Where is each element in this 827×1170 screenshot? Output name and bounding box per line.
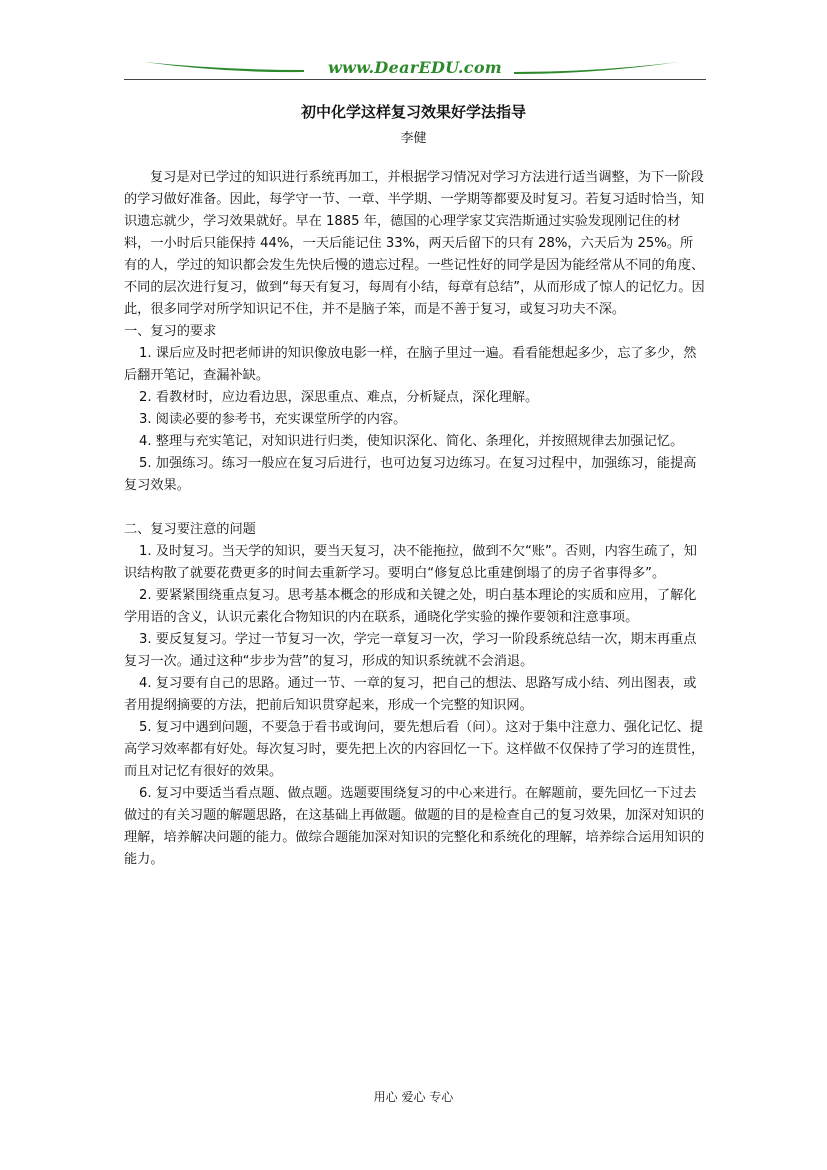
list-item: 3. 要反复复习。学过一节复习一次，学完一章复习一次，学习一阶段系统总结一次，期末再重点复习一次。通过这种“步步为营”的复习，形成的知识系统就不会消退。 <box>124 632 697 669</box>
page-footer: 用心 爱心 专心 <box>373 1090 454 1104</box>
list-item: 1. 课后应及时把老师讲的知识像放电影一样，在脑子里过一遍。看看能想起多少，忘了多少，然后翻开笔记，查漏补缺。 <box>124 346 697 383</box>
page-title: 初中化学这样复习效果好学法指导 <box>300 103 526 121</box>
author-name: 李健 <box>400 131 427 146</box>
intro-paragraph: 复习是对已学过的知识进行系统再加工，并根据学习情况对学习方法进行适当调整，为下一阶段的学习做好准备。因此，每学守一节、一章、半学期、一学期等都要及时复习。若复习适时恰当，知识遗忘就少，学习效果就好。早在 1885 年，德国的心理学家艾宾浩斯通过实验发现刚记住的材料，一小时后只能保持 44%，一天后能记住 33%，两天后留下的只有 28%，六天后为 25%。所有的人，学过的知识都会发生先快后慢的遗忘过程。一些记性好的同学是因为能经常从不同的角度、不同的层次进行复习，做到“每天有复习，每周有小结，每章有总结”，从而形成了惊人的记忆力。因此，很多同学对所学知识记不住，并不是脑子笨，而是不善于复习，或复习功夫不深。 <box>124 170 705 317</box>
site-logo: www.DearEDU.com <box>327 58 503 77</box>
section-spacer <box>124 497 706 519</box>
list-item: 2. 看教材时，应边看边思，深思重点、难点，分析疑点，深化理解。 <box>139 390 539 405</box>
list-item: 5. 复习中遇到问题，不要急于看书或询问，要先想后看（问）。这对于集中注意力、强化记忆、提高学习效率都有好处。每次复习时，要先把上次的内容回忆一下。这样做不仅保持了学习的连贯性，而且对记忆有很好的效果。 <box>124 720 705 779</box>
section-heading: 二、复习要注意的问题 <box>124 522 256 537</box>
list-item: 2. 要紧紧围绕重点复习。思考基本概念的形成和关键之处，明白基本理论的实质和应用，了解化学用语的含义，认识元素化合物知识的内在联系，通晓化学实验的操作要领和注意事项。 <box>124 588 697 625</box>
article-body <box>124 167 706 871</box>
list-item: 4. 整理与充实笔记，对知识进行归类，使知识深化、简化、条理化，并按照规律去加强记忆。 <box>139 434 684 449</box>
list-item: 1. 及时复习。当天学的知识，要当天复习，决不能拖拉，做到不欠“账”。否则，内容生疏了，知识结构散了就要花费更多的时间去重新学习。要明白“修复总比重建倒塌了的房子省事得多”。 <box>124 544 697 581</box>
list-item: 5. 加强练习。练习一般应在复习后进行，也可边复习边练习。在复习过程中，加强练习，能提高复习效果。 <box>124 456 697 493</box>
site-header <box>124 52 706 82</box>
section-heading: 一、复习的要求 <box>124 324 217 339</box>
list-item: 3. 阅读必要的参考书，充实课堂所学的内容。 <box>139 412 407 427</box>
list-item: 4. 复习要有自己的思路。通过一节、一章的复习，把自己的想法、思路写成小结、列出图表，或者用提纲摘要的方法，把前后知识贯穿起来，形成一个完整的知识网。 <box>124 676 697 713</box>
list-item: 6. 复习中要适当看点题、做点题。选题要围绕复习的中心来进行。在解题前，要先回忆一下过去做过的有关习题的解题思路，在这基础上再做题。做题的目的是检查自己的复习效果，加深对知识的理解，培养解决问题的能力。做综合题能加深对知识的完整化和系统化的理解，培养综合运用知识的能力。 <box>124 786 705 867</box>
